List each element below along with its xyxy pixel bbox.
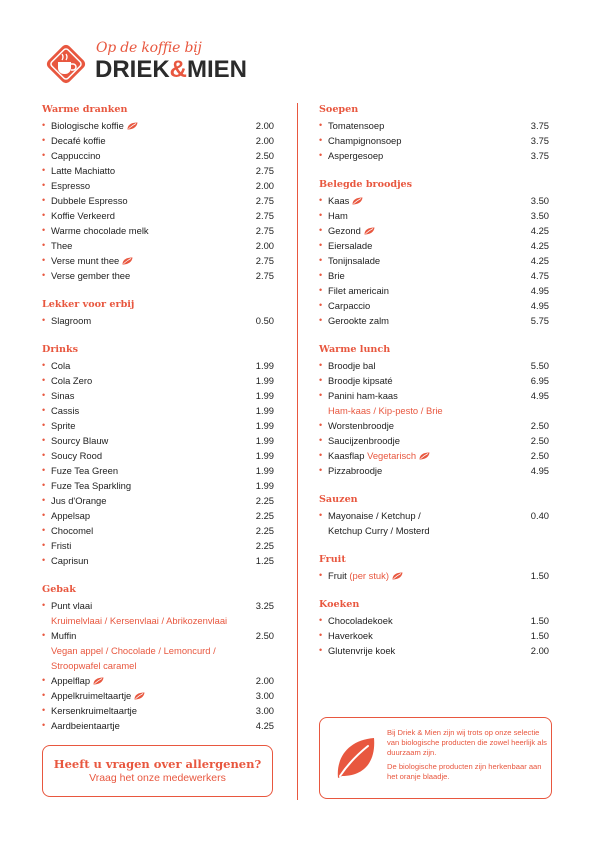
menu-item	[42, 448, 274, 463]
section-title: Soepen	[319, 104, 359, 115]
bullet-icon: •	[42, 375, 46, 385]
item-name: Verse munt thee	[51, 255, 120, 266]
bullet-icon: •	[42, 210, 46, 220]
item-name: Brie	[328, 270, 345, 281]
bullet-icon: •	[42, 555, 46, 565]
bullet-icon: •	[42, 480, 46, 490]
item-name: Koffie Verkeerd	[51, 210, 115, 221]
bullet-icon: •	[319, 630, 323, 640]
menu-item	[42, 463, 274, 478]
menu-item	[42, 163, 274, 178]
bullet-icon: •	[319, 420, 323, 430]
menu-item	[319, 298, 549, 313]
item-name: Ham	[328, 210, 348, 221]
item-price: 0.50	[255, 315, 274, 326]
bullet-icon: •	[319, 300, 323, 310]
menu-item	[42, 223, 274, 238]
item-name: Appelkruimeltaartje	[51, 690, 132, 701]
item-price: 1.99	[255, 360, 274, 371]
bullet-icon: •	[42, 600, 46, 610]
item-price: 4.25	[255, 720, 274, 731]
menu-item	[319, 358, 549, 373]
item-name: Saucijzenbroodje	[328, 435, 400, 446]
bullet-icon: •	[42, 195, 46, 205]
item-name: Worstenbroodje	[328, 420, 395, 431]
item-price: 4.75	[530, 270, 549, 281]
menu-item	[42, 178, 274, 193]
item-name: Glutenvrije koek	[328, 645, 396, 656]
bullet-icon: •	[42, 360, 46, 370]
menu-item	[319, 418, 549, 433]
bullet-icon: •	[319, 435, 323, 445]
menu-item	[42, 478, 274, 493]
bullet-icon: •	[42, 435, 46, 445]
item-name: Chocoladekoek	[328, 615, 393, 626]
bullet-icon: •	[319, 270, 323, 280]
menu-item	[319, 613, 549, 628]
item-options: Ham-kaas / Kip-pesto / Brie	[328, 405, 443, 416]
item-price: 2.50	[530, 435, 549, 446]
menu-item	[42, 358, 274, 373]
bullet-icon: •	[42, 705, 46, 715]
item-name: Panini ham-kaas	[328, 390, 398, 401]
bullet-icon: •	[319, 240, 323, 250]
menu-item	[42, 703, 274, 718]
item-price: 2.75	[255, 270, 274, 281]
item-name: Espresso	[51, 180, 91, 191]
item-options: Vegan appel / Chocolade / Lemoncurd /	[51, 645, 216, 656]
menu-item	[42, 418, 274, 433]
menu-item	[42, 133, 274, 148]
menu-section	[42, 298, 274, 328]
bullet-icon: •	[42, 465, 46, 475]
menu-item	[319, 643, 549, 658]
item-name: Fristi	[51, 540, 72, 551]
menu-section	[319, 493, 549, 538]
menu-item	[42, 373, 274, 388]
menu-section	[319, 343, 549, 478]
bullet-icon: •	[42, 630, 46, 640]
allergen-title: Heeft u vragen over allergenen?	[53, 757, 262, 771]
menu-item	[319, 433, 549, 448]
item-name: Kaasflap	[328, 450, 365, 461]
menu-item	[42, 313, 274, 328]
item-price: 2.25	[255, 540, 274, 551]
item-name: Muffin	[51, 630, 77, 641]
item-price: 2.25	[255, 525, 274, 536]
menu-item	[319, 313, 549, 328]
item-price: 2.00	[255, 120, 274, 131]
item-name: Soucy Rood	[51, 450, 103, 461]
menu-item	[42, 538, 274, 553]
item-name: Warme chocolade melk	[51, 225, 149, 236]
item-name: Punt vlaai	[51, 600, 93, 611]
column-divider	[297, 103, 298, 800]
item-price: 1.50	[530, 615, 549, 626]
item-name: Gerookte zalm	[328, 315, 389, 326]
item-price: 1.99	[255, 450, 274, 461]
item-price: 1.50	[530, 630, 549, 641]
bullet-icon: •	[42, 135, 46, 145]
item-name: Cola Zero	[51, 375, 93, 386]
item-price: 2.50	[530, 420, 549, 431]
item-price: 2.00	[255, 135, 274, 146]
menu-item	[319, 448, 549, 463]
menu-item	[319, 268, 549, 283]
item-price: 1.99	[255, 405, 274, 416]
item-price: 2.75	[255, 225, 274, 236]
menu-section	[42, 343, 274, 568]
bullet-icon: •	[42, 405, 46, 415]
menu-item	[319, 133, 549, 148]
item-price: 1.25	[255, 555, 274, 566]
item-name: Thee	[51, 240, 73, 251]
bullet-icon: •	[42, 165, 46, 175]
item-price: 1.99	[255, 480, 274, 491]
item-name: Cappuccino	[51, 150, 101, 161]
section-title: Sauzen	[319, 494, 358, 505]
bullet-icon: •	[42, 180, 46, 190]
item-price: 1.99	[255, 375, 274, 386]
section-title: Belegde broodjes	[319, 179, 413, 190]
menu-section	[42, 103, 274, 283]
bullet-icon: •	[42, 720, 46, 730]
item-price: 4.95	[530, 285, 549, 296]
bullet-icon: •	[42, 525, 46, 535]
item-price: 2.50	[255, 150, 274, 161]
menu-item	[319, 373, 549, 388]
section-title: Lekker voor erbij	[42, 299, 135, 310]
bullet-icon: •	[42, 675, 46, 685]
item-name: Broodje bal	[328, 360, 376, 371]
menu-item	[42, 493, 274, 508]
item-name: Sinas	[51, 390, 75, 401]
menu-item	[319, 253, 549, 268]
leaf-icon	[93, 677, 104, 685]
section-title: Warme lunch	[319, 344, 391, 355]
item-name: Cola	[51, 360, 71, 371]
bullet-icon: •	[319, 615, 323, 625]
leaf-icon	[134, 692, 145, 700]
bullet-icon: •	[319, 285, 323, 295]
item-name: Kersenkruimeltaartje	[51, 705, 137, 716]
item-name: Latte Machiatto	[51, 165, 116, 176]
item-name: Fruit	[328, 570, 347, 581]
leaf-icon	[122, 257, 133, 265]
bullet-icon: •	[42, 495, 46, 505]
item-price: 3.75	[530, 150, 549, 161]
item-name: Sourcy Blauw	[51, 435, 109, 446]
menu-item-continued: Ketchup Curry / Mosterd	[328, 525, 430, 536]
organic-info-line1: Bij Driek & Mien zijn wij trots op onze selectie van biologische producten die zowel heerlijk als duurzaam zijn.	[387, 728, 547, 757]
bullet-icon: •	[42, 315, 46, 325]
bullet-icon: •	[319, 120, 323, 130]
item-price: 2.75	[255, 165, 274, 176]
item-options: Stroopwafel caramel	[51, 660, 137, 671]
menu-item	[319, 568, 549, 583]
item-price: 2.75	[255, 255, 274, 266]
menu-item	[42, 208, 274, 223]
menu-item	[42, 118, 274, 133]
item-name: Fuze Tea Green	[51, 465, 119, 476]
menu-item	[42, 673, 274, 688]
menu-item	[319, 628, 549, 643]
item-price: 3.00	[255, 690, 274, 701]
leaf-icon	[352, 197, 363, 205]
leaf-icon	[364, 227, 375, 235]
organic-info-text	[387, 728, 547, 786]
menu-item	[319, 208, 549, 223]
menu-section	[42, 583, 274, 733]
menu-item	[42, 403, 274, 418]
item-price: 6.95	[530, 375, 549, 386]
item-name: Gezond	[328, 225, 361, 236]
menu-item	[42, 688, 274, 703]
item-price: 1.99	[255, 465, 274, 476]
item-price: 1.99	[255, 435, 274, 446]
item-name: Jus d'Orange	[51, 495, 107, 506]
item-price: 1.99	[255, 390, 274, 401]
bullet-icon: •	[42, 450, 46, 460]
section-title: Drinks	[42, 344, 79, 355]
item-name: Tomatensoep	[328, 120, 385, 131]
item-price: 3.00	[255, 705, 274, 716]
item-price: 5.50	[530, 360, 549, 371]
menu-item	[319, 238, 549, 253]
organic-info-line2: De biologische producten zijn herkenbaar aan het oranje blaadje.	[387, 762, 542, 781]
item-price: 3.50	[530, 195, 549, 206]
item-price: 4.25	[530, 225, 549, 236]
bullet-icon: •	[42, 390, 46, 400]
bullet-icon: •	[42, 270, 46, 280]
bullet-icon: •	[319, 510, 323, 520]
item-name: Kaas	[328, 195, 350, 206]
item-name: Cassis	[51, 405, 80, 416]
menu-item	[42, 508, 274, 523]
menu-item	[42, 628, 274, 643]
bullet-icon: •	[319, 360, 323, 370]
bullet-icon: •	[319, 375, 323, 385]
bullet-icon: •	[319, 225, 323, 235]
item-name: Biologische koffie	[51, 120, 124, 131]
menu-item	[42, 148, 274, 163]
menu-item	[42, 238, 274, 253]
item-price: 2.25	[255, 495, 274, 506]
item-note: (per stuk)	[349, 570, 389, 581]
bullet-icon: •	[319, 255, 323, 265]
item-name: Slagroom	[51, 315, 92, 326]
bullet-icon: •	[319, 390, 323, 400]
menu-item	[42, 433, 274, 448]
brand-name: DRIEK&MIEN	[95, 56, 248, 83]
brand-tagline: Op de koffie bij	[96, 40, 202, 56]
section-title: Warme dranken	[42, 104, 128, 115]
item-name: Caprisun	[51, 555, 89, 566]
allergen-info-box	[42, 745, 273, 797]
menu-column-left	[42, 103, 274, 748]
item-price: 4.95	[530, 300, 549, 311]
menu-item	[319, 118, 549, 133]
item-price: 3.25	[255, 600, 274, 611]
item-price: 4.25	[530, 255, 549, 266]
item-price: 5.75	[530, 315, 549, 326]
menu-item	[319, 463, 549, 478]
item-price: 2.50	[255, 630, 274, 641]
menu-section	[319, 178, 549, 328]
item-name: Broodje kipsaté	[328, 375, 393, 386]
item-price: 4.95	[530, 465, 549, 476]
item-name: Filet americain	[328, 285, 389, 296]
menu-item	[319, 508, 549, 523]
section-title: Fruit	[319, 554, 346, 565]
item-price: 1.50	[530, 570, 549, 581]
bullet-icon: •	[42, 510, 46, 520]
item-price: 3.75	[530, 135, 549, 146]
allergen-subtitle: Vraag het onze medewerkers	[89, 772, 226, 784]
bullet-icon: •	[319, 195, 323, 205]
item-name: Dubbele Espresso	[51, 195, 128, 206]
item-name: Champignonsoep	[328, 135, 402, 146]
item-name: Aardbeientaartje	[51, 720, 120, 731]
menu-section	[319, 598, 549, 658]
item-price: 2.75	[255, 195, 274, 206]
leaf-icon	[334, 734, 378, 782]
bullet-icon: •	[42, 150, 46, 160]
leaf-icon	[392, 572, 403, 580]
section-title: Koeken	[319, 599, 360, 610]
menu-item	[319, 283, 549, 298]
item-price: 0.40	[530, 510, 549, 521]
bullet-icon: •	[319, 465, 323, 475]
item-name: Decafé koffie	[51, 135, 106, 146]
item-price: 1.99	[255, 420, 274, 431]
bullet-icon: •	[42, 420, 46, 430]
item-price: 2.00	[255, 675, 274, 686]
item-price: 2.00	[255, 240, 274, 251]
item-name: Appelsap	[51, 510, 91, 521]
organic-info-box	[319, 717, 552, 799]
menu-item	[319, 388, 549, 403]
item-price: 2.00	[530, 645, 549, 656]
leaf-icon	[419, 452, 430, 460]
item-options: Kruimelvlaai / Kersenvlaai / Abrikozenvlaai	[51, 615, 228, 626]
item-name: Fuze Tea Sparkling	[51, 480, 132, 491]
bullet-icon: •	[42, 255, 46, 265]
bullet-icon: •	[319, 210, 323, 220]
item-name: Haverkoek	[328, 630, 373, 641]
menu-section	[319, 103, 549, 163]
menu-item	[319, 223, 549, 238]
menu-item	[42, 388, 274, 403]
bullet-icon: •	[42, 240, 46, 250]
bullet-icon: •	[319, 150, 323, 160]
item-price: 4.25	[530, 240, 549, 251]
menu-item	[42, 718, 274, 733]
item-name: Sprite	[51, 420, 76, 431]
item-price: 2.75	[255, 210, 274, 221]
menu-item	[42, 598, 274, 613]
item-price: 2.50	[530, 450, 549, 461]
menu-item	[42, 253, 274, 268]
item-price: 3.50	[530, 210, 549, 221]
bullet-icon: •	[319, 450, 323, 460]
leaf-icon	[127, 122, 138, 130]
bullet-icon: •	[42, 540, 46, 550]
bullet-icon: •	[319, 645, 323, 655]
item-name: Tonijnsalade	[328, 255, 381, 266]
bullet-icon: •	[42, 690, 46, 700]
item-note: Vegetarisch	[367, 450, 417, 461]
bullet-icon: •	[42, 120, 46, 130]
item-price: 4.95	[530, 390, 549, 401]
menu-item	[42, 193, 274, 208]
bullet-icon: •	[319, 135, 323, 145]
menu-column-right	[319, 103, 549, 673]
section-title: Gebak	[42, 584, 76, 595]
brand-logo	[42, 40, 282, 88]
item-name: Verse gember thee	[51, 270, 131, 281]
item-name: Chocomel	[51, 525, 94, 536]
item-price: 3.75	[530, 120, 549, 131]
menu-item	[42, 268, 274, 283]
menu-item	[42, 553, 274, 568]
bullet-icon: •	[319, 315, 323, 325]
item-name: Mayonaise / Ketchup /	[328, 510, 421, 521]
menu-item	[319, 193, 549, 208]
item-name: Pizzabroodje	[328, 465, 383, 476]
menu-item	[42, 523, 274, 538]
bullet-icon: •	[42, 225, 46, 235]
item-name: Aspergesoep	[328, 150, 384, 161]
item-price: 2.00	[255, 180, 274, 191]
item-name: Carpaccio	[328, 300, 371, 311]
coffee-cup-logo-icon	[42, 40, 90, 88]
menu-section	[319, 553, 549, 583]
menu-item	[319, 148, 549, 163]
bullet-icon: •	[319, 570, 323, 580]
item-name: Appelflap	[51, 675, 91, 686]
item-price: 2.25	[255, 510, 274, 521]
item-name: Eiersalade	[328, 240, 373, 251]
